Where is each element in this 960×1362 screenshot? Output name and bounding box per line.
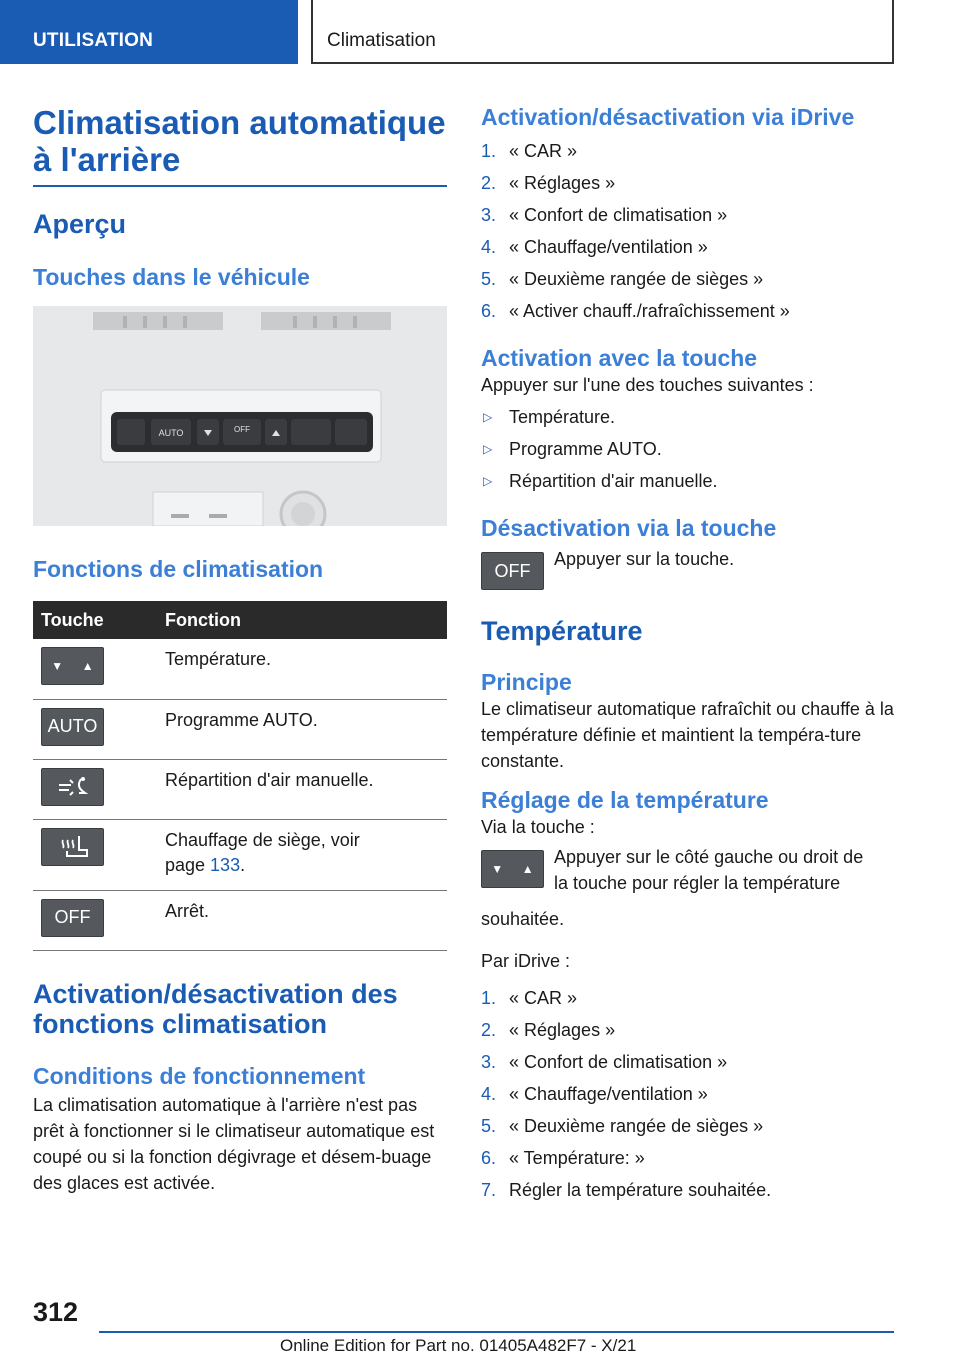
list-item: 1. « CAR » <box>481 988 578 1008</box>
row-seat-text3: . <box>240 854 246 875</box>
left-column <box>33 104 447 1196</box>
row-seat-text2: page <box>165 854 211 875</box>
reglage-heading: Réglage de la température <box>481 787 769 813</box>
table-row <box>33 639 447 699</box>
rear-console-illustration <box>33 306 447 526</box>
fonctions-heading: Fonctions de climatisation <box>33 556 324 582</box>
header-chapter-label: Climatisation <box>327 30 436 51</box>
deact-text: Appuyer sur la touche. <box>554 549 735 569</box>
row-temperature-text: Température. <box>157 639 447 699</box>
col-touche: Touche <box>33 601 157 639</box>
list-item: 2. « Réglages » <box>481 1020 616 1040</box>
seat-heating-icon <box>41 828 104 866</box>
row-off-text: Arrêt. <box>157 890 447 950</box>
header-section-label: UTILISATION <box>33 30 154 51</box>
via-touche-text: Via la touche : <box>481 817 595 837</box>
row-air-text: Répartition d'air manuelle. <box>157 759 447 819</box>
list-item: 4. « Chauffage/ventilation » <box>481 1084 708 1104</box>
air-distribution-icon <box>41 768 104 806</box>
edition-text: Online Edition for Part no. 01405A482F7 - X/21 <box>280 1336 637 1355</box>
apercu-heading: Aperçu <box>33 209 127 239</box>
off-key-icon: OFF <box>481 552 544 590</box>
auto-key-label: AUTO <box>47 716 98 736</box>
row-seat-text: Chauffage de siège, voir <box>165 829 360 850</box>
reglage-block <box>481 844 901 906</box>
list-item: 6. « Température: » <box>481 1148 645 1168</box>
off-key-icon <box>41 899 104 937</box>
list-item: ▷ Répartition d'air manuelle. <box>481 465 901 497</box>
touches-heading: Touches dans le véhicule <box>33 264 310 290</box>
right-column <box>481 104 901 1206</box>
principe-heading: Principe <box>481 669 572 695</box>
touche-heading: Activation avec la touche <box>481 345 758 371</box>
header-chapter-tab <box>311 0 894 64</box>
list-item: 6. « Activer chauff./rafraîchissement » <box>481 301 790 321</box>
reglage-text-2: la touche pour régler la température <box>554 873 841 893</box>
footer-rule <box>99 1331 894 1333</box>
page-title: Climatisation automatique à l'arrière <box>33 104 446 178</box>
list-item: 4. « Chauffage/ventilation » <box>481 237 708 257</box>
list-item: ▷ Température. <box>481 401 901 433</box>
title-rule <box>33 185 447 187</box>
table-row <box>33 819 447 890</box>
header-section-tab <box>0 0 298 64</box>
list-item: ▷ Programme AUTO. <box>481 433 901 465</box>
idrive-steps <box>481 135 901 327</box>
touche-items <box>481 401 901 497</box>
reglage-text-1: Appuyer sur le côté gauche ou droit de <box>554 847 864 867</box>
deact-heading: Désactivation via la touche <box>481 515 777 541</box>
list-item: 3. « Confort de climatisation » <box>481 205 728 225</box>
par-idrive-text: Par iDrive : <box>481 951 571 971</box>
conditions-heading: Conditions de fonctionnement <box>33 1062 366 1089</box>
triangle-bullet-icon: ▷ <box>483 410 493 424</box>
temperature-arrows-icon: ▼ ▲ <box>41 647 104 685</box>
list-item: 7. Régler la température souhaitée. <box>481 1180 772 1200</box>
table-header-row <box>33 601 447 639</box>
table-row <box>33 759 447 819</box>
temp-steps <box>481 982 901 1206</box>
temperature-arrows-icon: ▼ ▲ <box>481 850 544 888</box>
reglage-text-3: souhaitée. <box>481 909 565 929</box>
off-key-label: OFF <box>54 907 91 927</box>
conditions-text: La climatisation automatique à l'arrière n'est pas prêt à fonctionner si le climatiseur automatique est coupé ou si la fonction dégivrage et désem-buage des glaces est activée. <box>33 1094 435 1193</box>
list-item: 1. « CAR » <box>481 141 578 161</box>
deact-block <box>481 549 901 598</box>
list-item: 5. « Deuxième rangée de sièges » <box>481 269 764 289</box>
auto-key-icon <box>41 708 104 746</box>
vehicle-photo <box>33 306 447 526</box>
triangle-bullet-icon: ▷ <box>483 474 493 488</box>
table-row <box>33 699 447 759</box>
principe-text: Le climatiseur automatique rafraîchit ou chauffe à la température définie et maintient la tempéra-ture constante. <box>481 699 894 771</box>
functions-table <box>33 601 447 951</box>
photo-off-label: OFF <box>234 425 250 434</box>
touche-text: Appuyer sur l'une des touches suivantes : <box>481 375 814 395</box>
list-item: 5. « Deuxième rangée de sièges » <box>481 1116 764 1136</box>
page-number: 312 <box>33 1297 79 1327</box>
activation-heading: Activation/désactivation des fonctions climatisation <box>33 978 398 1039</box>
list-item: 2. « Réglages » <box>481 173 616 193</box>
temperature-heading: Température <box>481 616 643 646</box>
list-item: 3. « Confort de climatisation » <box>481 1052 728 1072</box>
idrive-heading: Activation/désactivation via iDrive <box>481 104 855 130</box>
triangle-bullet-icon: ▷ <box>483 442 493 456</box>
col-fonction: Fonction <box>157 601 447 639</box>
table-row <box>33 890 447 950</box>
page-link-133[interactable]: 133 <box>210 854 241 875</box>
row-auto-text: Programme AUTO. <box>157 699 447 759</box>
photo-auto-label: AUTO <box>158 428 184 438</box>
